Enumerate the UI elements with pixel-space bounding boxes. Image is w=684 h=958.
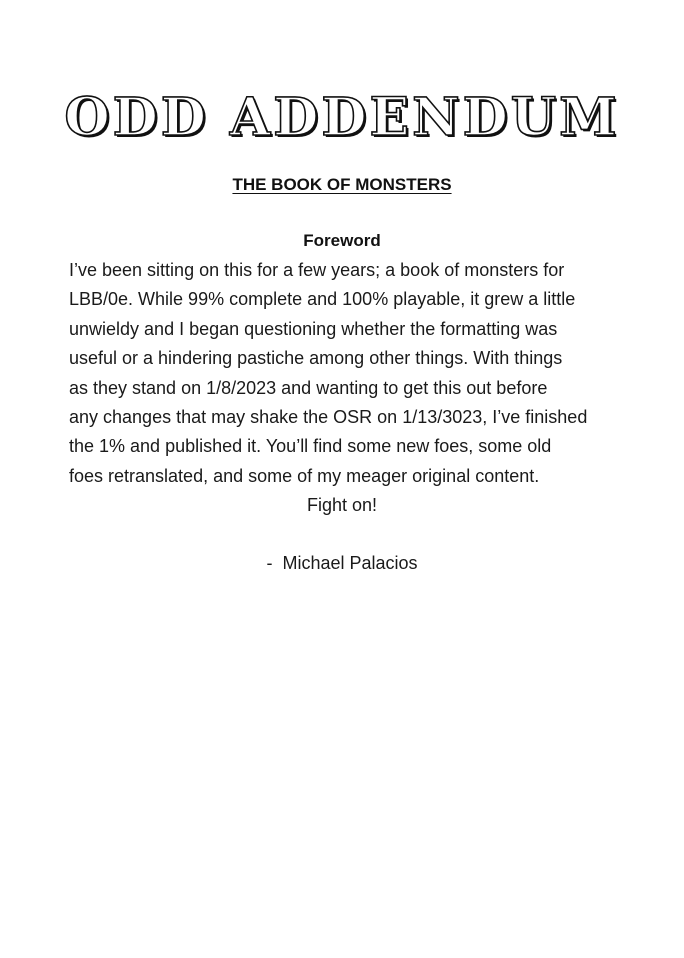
body-line: I’ve been sitting on this for a few years; a book of monsters for xyxy=(69,260,565,280)
document-subtitle: THE BOOK OF MONSTERS xyxy=(232,175,452,194)
body-line: the 1% and published it. You’ll find some new foes, some old xyxy=(69,436,552,457)
foreword-heading: Foreword xyxy=(303,231,381,250)
body-line: foes retranslated, and some of my meager original content. xyxy=(69,465,540,486)
body-line: LBB/0e. While 99% complete and 100% playable, it grew a little xyxy=(69,289,576,310)
document-title: ODD ADDENDUM xyxy=(64,87,620,148)
closing-text: Fight on! xyxy=(306,495,378,515)
body-line: any changes that may shake the OSR on 1/13/3023, I’ve finished xyxy=(69,407,588,428)
body-line: useful or a hindering pastiche among other things. With things xyxy=(69,348,563,369)
foreword-body xyxy=(69,256,629,491)
body-line: unwieldy and I began questioning whether the formatting was xyxy=(69,318,558,339)
body-line: as they stand on 1/8/2023 and wanting to get this out before xyxy=(69,377,548,398)
author-signature: - Michael Palacios xyxy=(266,553,418,573)
